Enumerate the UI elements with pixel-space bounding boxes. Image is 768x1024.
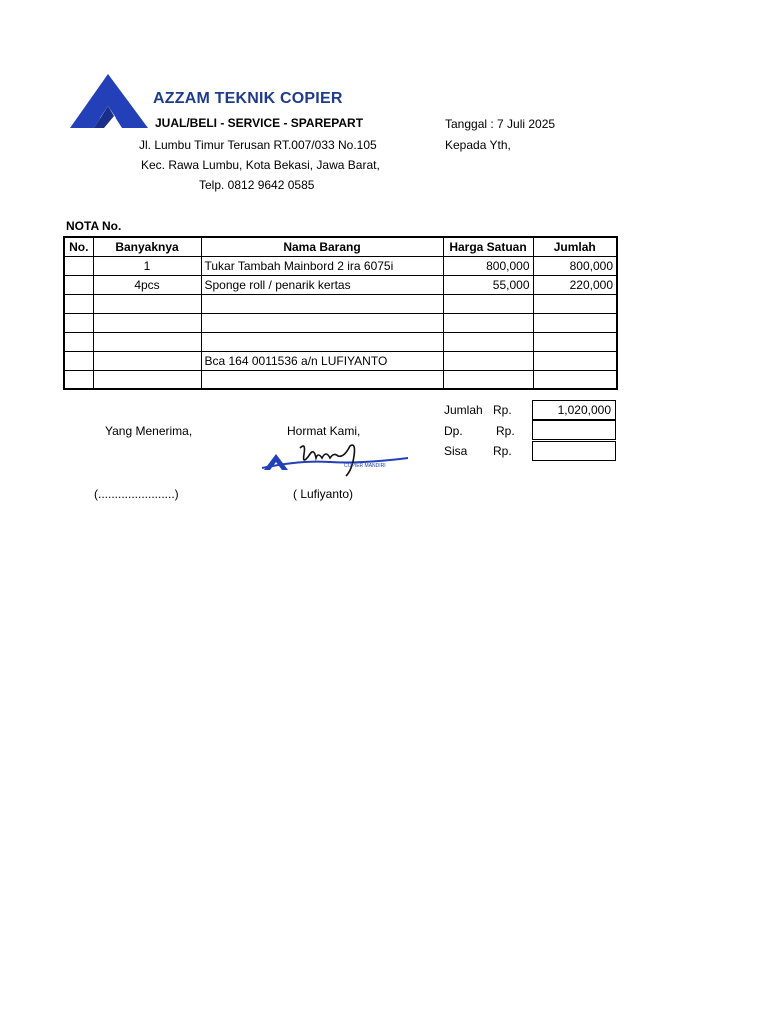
row-total bbox=[533, 313, 617, 332]
row-qty bbox=[93, 332, 201, 351]
jumlah-label: Jumlah bbox=[444, 403, 483, 417]
table-row bbox=[64, 256, 617, 275]
row-name: Tukar Tambah Mainbord 2 ira 6075i bbox=[201, 256, 443, 275]
row-name: Sponge roll / penarik kertas bbox=[201, 275, 443, 294]
table-row bbox=[64, 294, 617, 313]
header-name: Nama Barang bbox=[201, 237, 443, 256]
row-total: 220,000 bbox=[533, 275, 617, 294]
dp-label: Dp. bbox=[444, 424, 463, 438]
sender-label: Hormat Kami, bbox=[287, 424, 361, 438]
row-price bbox=[443, 370, 533, 389]
row-name bbox=[201, 313, 443, 332]
row-price bbox=[443, 351, 533, 370]
row-price bbox=[443, 313, 533, 332]
table-header-row bbox=[64, 237, 617, 256]
receiver-name: (.......................) bbox=[94, 487, 179, 501]
dp-value bbox=[532, 420, 616, 440]
phone-number: Telp. 0812 9642 0585 bbox=[199, 178, 315, 192]
recipient-label: Kepada Yth, bbox=[445, 138, 511, 152]
nota-number-label: NOTA No. bbox=[66, 219, 122, 233]
row-qty: 1 bbox=[93, 256, 201, 275]
row-price: 800,000 bbox=[443, 256, 533, 275]
sender-name: ( Lufiyanto) bbox=[293, 487, 354, 501]
jumlah-value: 1,020,000 bbox=[532, 400, 616, 420]
row-qty bbox=[93, 370, 201, 389]
sisa-currency: Rp. bbox=[493, 444, 512, 458]
items-table bbox=[63, 236, 618, 390]
table-row bbox=[64, 275, 617, 294]
header-qty: Banyaknya bbox=[93, 237, 201, 256]
signature-stamp-icon bbox=[260, 440, 410, 482]
table-row bbox=[64, 351, 617, 370]
row-total bbox=[533, 351, 617, 370]
row-name bbox=[201, 370, 443, 389]
row-total: 800,000 bbox=[533, 256, 617, 275]
row-price: 55,000 bbox=[443, 275, 533, 294]
row-total bbox=[533, 294, 617, 313]
header-no: No. bbox=[64, 237, 93, 256]
header-total: Jumlah bbox=[533, 237, 617, 256]
row-price bbox=[443, 332, 533, 351]
company-logo-icon bbox=[70, 74, 148, 130]
company-name: AZZAM TEKNIK COPIER bbox=[153, 90, 343, 107]
dp-currency: Rp. bbox=[496, 424, 515, 438]
receiver-label: Yang Menerima, bbox=[105, 424, 193, 438]
row-qty bbox=[93, 351, 201, 370]
row-no bbox=[64, 370, 93, 389]
row-total bbox=[533, 332, 617, 351]
header-price: Harga Satuan bbox=[443, 237, 533, 256]
row-no bbox=[64, 351, 93, 370]
invoice-date: Tanggal : 7 Juli 2025 bbox=[445, 117, 556, 131]
company-tagline: JUAL/BELI - SERVICE - SPAREPART bbox=[155, 116, 364, 130]
row-no bbox=[64, 275, 93, 294]
address-line-2: Kec. Rawa Lumbu, Kota Bekasi, Jawa Barat, bbox=[141, 158, 380, 172]
row-price bbox=[443, 294, 533, 313]
row-no bbox=[64, 313, 93, 332]
row-name bbox=[201, 332, 443, 351]
sisa-value bbox=[532, 441, 616, 461]
stamp-text: COPIER MANDIRI bbox=[344, 463, 386, 469]
jumlah-currency: Rp. bbox=[493, 403, 512, 417]
row-qty bbox=[93, 313, 201, 332]
row-name: Bca 164 0011536 a/n LUFIYANTO bbox=[201, 351, 443, 370]
row-qty bbox=[93, 294, 201, 313]
row-qty: 4pcs bbox=[93, 275, 201, 294]
row-no bbox=[64, 294, 93, 313]
sisa-label: Sisa bbox=[444, 444, 468, 458]
table-row bbox=[64, 370, 617, 389]
address-line-1: Jl. Lumbu Timur Terusan RT.007/033 No.105 bbox=[139, 138, 377, 152]
table-row bbox=[64, 313, 617, 332]
row-total bbox=[533, 370, 617, 389]
row-no bbox=[64, 256, 93, 275]
row-name bbox=[201, 294, 443, 313]
table-row bbox=[64, 332, 617, 351]
row-no bbox=[64, 332, 93, 351]
